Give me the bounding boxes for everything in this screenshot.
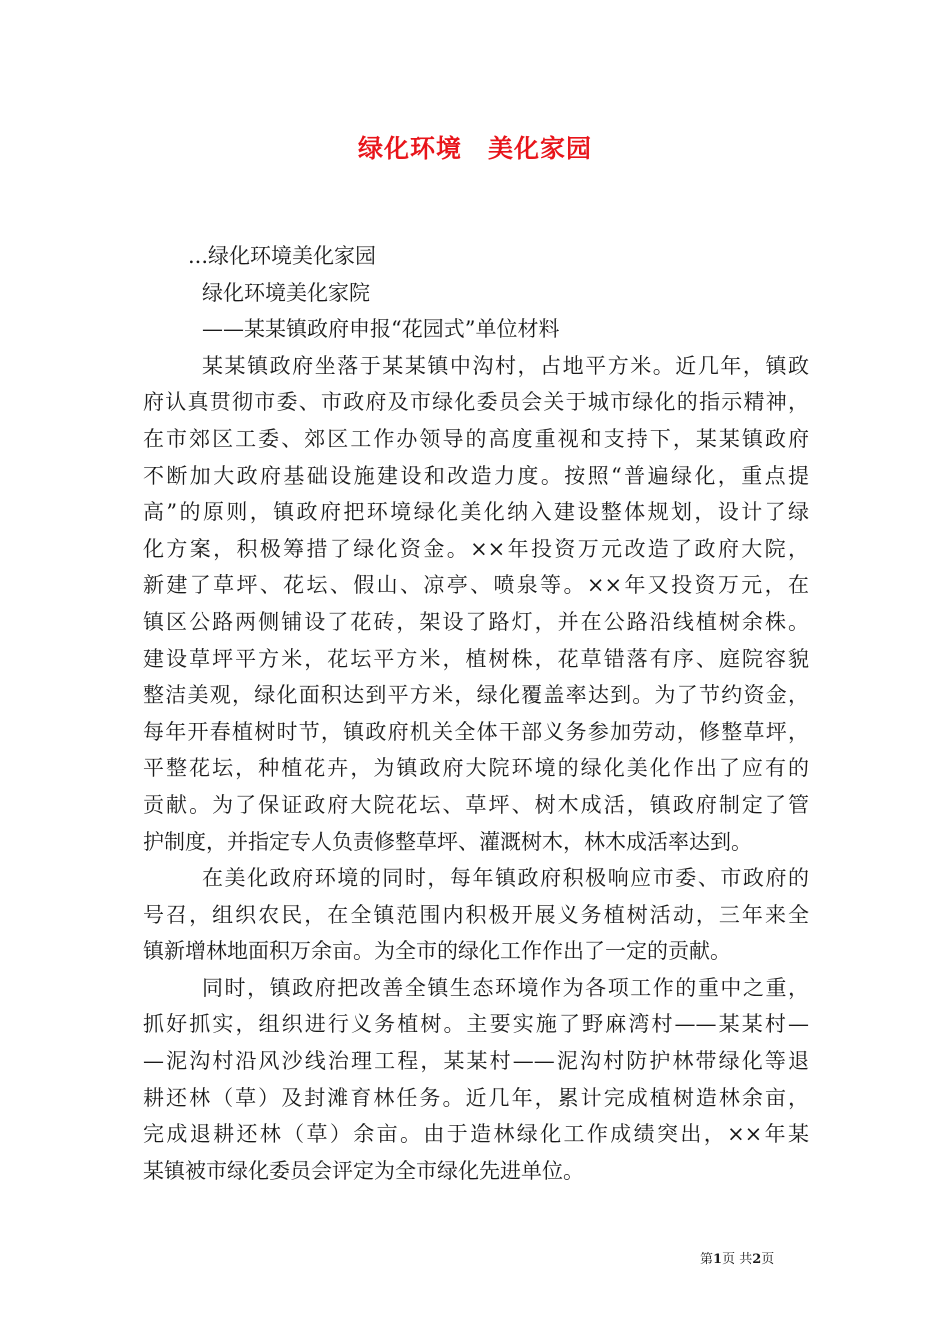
text-line: 镇区公路两侧铺设了花砖，架设了路灯，并在公路沿线植树余株。 [143, 609, 809, 634]
text-line: 镇新增林地面积万余亩。为全市的绿化工作作出了一定的贡献。 [143, 939, 731, 964]
text-line: 不断加大政府基础设施建设和改造力度。按照“普遍绿化，重点提 [143, 463, 809, 488]
text-line: 在美化政府环境的同时，每年镇政府积极响应市委、市政府的 [202, 866, 809, 891]
text-line: 在市郊区工委、郊区工作办领导的高度重视和支持下，某某镇政府 [143, 426, 809, 451]
text-line: 护制度，并指定专人负责修整草坪、灌溉树木，林木成活率达到。 [143, 829, 752, 854]
page-footer [700, 1251, 820, 1269]
text-line: 绿化环境美化家院 [202, 280, 370, 305]
text-line: ——某某镇政府申报“花园式”单位材料 [202, 317, 560, 342]
footer-current-page: 1 [713, 1252, 723, 1267]
text-line: 新建了草坪、花坛、假山、凉亭、喷泉等。××年又投资万元，在 [143, 573, 809, 598]
text-line: ...绿化环境美化家园 [188, 244, 377, 268]
text-line: 府认真贯彻市委、市政府及市绿化委员会关于城市绿化的指示精神， [143, 390, 809, 415]
text-line: 整洁美观，绿化面积达到平方米，绿化覆盖率达到。为了节约资金， [143, 683, 809, 708]
footer-middle: 页 共 [722, 1252, 753, 1267]
text-line: 某镇被市绿化委员会评定为全市绿化先进单位。 [143, 1158, 584, 1183]
text-line: 建设草坪平方米，花坛平方米，植树株，花草错落有序、庭院容貌 [143, 646, 809, 671]
text-line: 贡献。为了保证政府大院花坛、草坪、树木成活，镇政府制定了管 [143, 792, 809, 817]
footer-total-pages: 2 [752, 1252, 762, 1267]
document-title: 绿化环境 美化家园 [357, 134, 592, 163]
text-line: 某某镇政府坐落于某某镇中沟村，占地平方米。近几年，镇政 [202, 353, 809, 378]
text-line: 完成退耕还林（草）余亩。由于造林绿化工作成绩突出，××年某 [143, 1122, 809, 1147]
footer-suffix: 页 [761, 1252, 775, 1267]
text-line: 平整花坛，种植花卉，为镇政府大院环境的绿化美化作出了应有的 [143, 756, 809, 781]
text-line: 化方案，积极筹措了绿化资金。××年投资万元改造了政府大院， [143, 536, 809, 561]
text-line: 高”的原则，镇政府把环境绿化美化纳入建设整体规划，设计了绿 [143, 500, 809, 525]
text-line: 每年开春植树时节，镇政府机关全体干部义务参加劳动，修整草坪， [143, 719, 809, 744]
footer-prefix: 第 [700, 1252, 714, 1267]
text-line: 耕还林（草）及封滩育林任务。近几年，累计完成植树造林余亩， [143, 1085, 809, 1110]
text-line: 抓好抓实，组织进行义务植树。主要实施了野麻湾村——某某村— [143, 1012, 809, 1037]
document-body [143, 238, 809, 1189]
text-line: —泥沟村沿风沙线治理工程，某某村——泥沟村防护林带绿化等退 [143, 1049, 809, 1074]
text-line: 同时，镇政府把改善全镇生态环境作为各项工作的重中之重， [202, 975, 809, 1000]
text-line: 号召，组织农民，在全镇范围内积极开展义务植树活动，三年来全 [143, 902, 809, 927]
